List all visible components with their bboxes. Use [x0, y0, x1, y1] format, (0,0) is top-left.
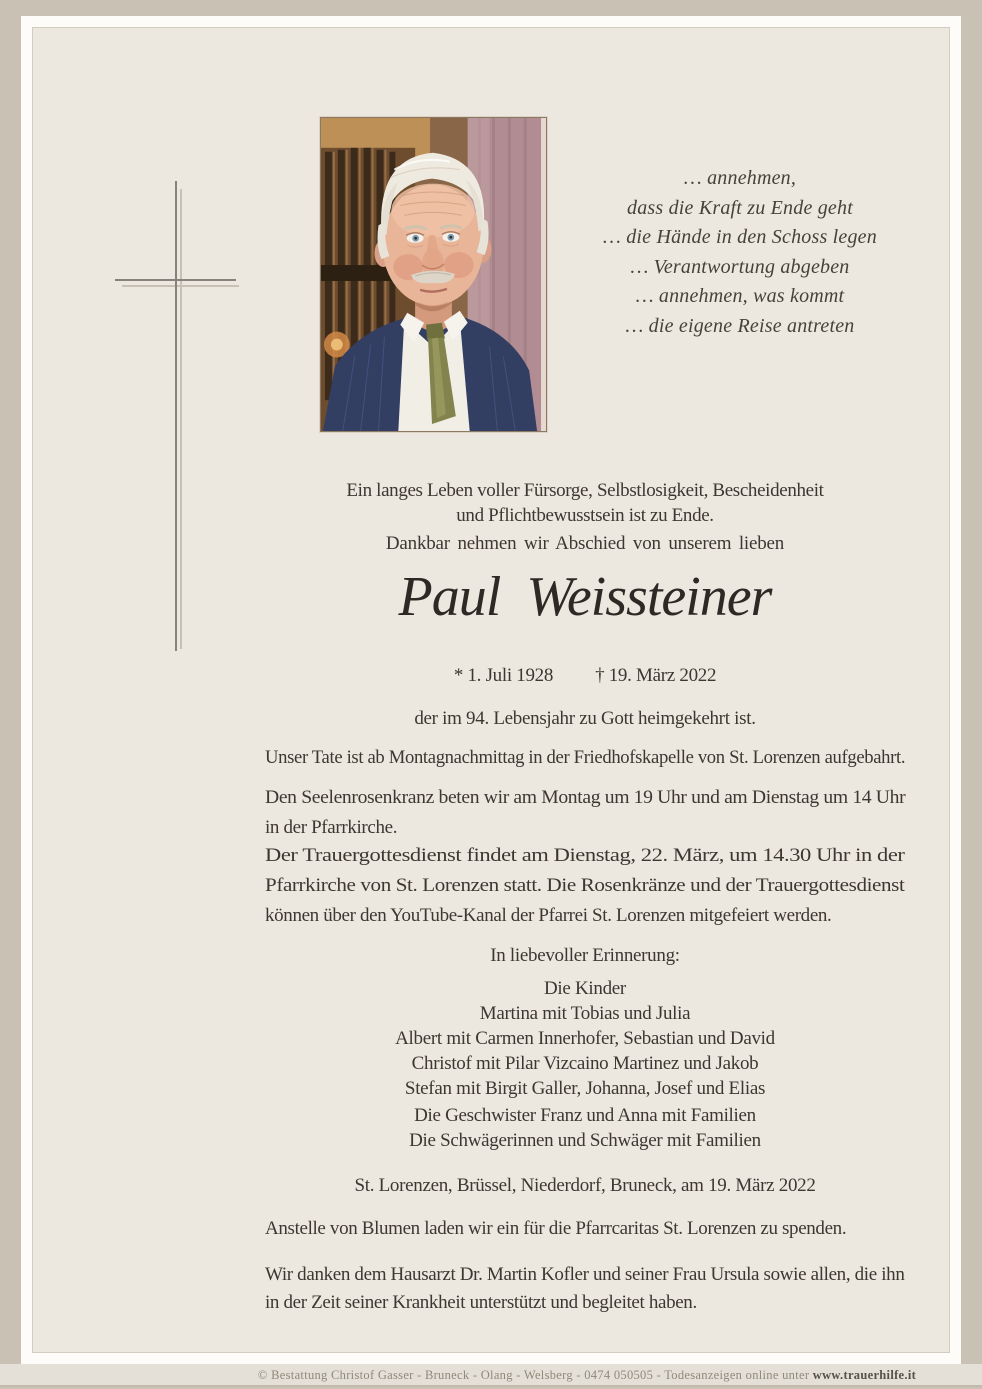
- verse-line: … annehmen, was kommt: [635, 285, 845, 307]
- announcement-line: in der Pfarrkirche.: [265, 817, 398, 838]
- thanks-note: [265, 1261, 905, 1317]
- mourners-children: [265, 976, 905, 1101]
- deceased-name-text: [399, 566, 772, 628]
- verse-line: … die Hände in den Schoss legen: [603, 226, 877, 248]
- life-dates-text: [454, 663, 716, 688]
- mourner-line: Die Geschwister Franz und Anna mit Familien: [414, 1105, 756, 1126]
- remembrance-title: [265, 943, 905, 968]
- mourner-line: Albert mit Carmen Innerhofer, Sebastian und David: [395, 1028, 775, 1049]
- mourner-line: Christof mit Pilar Vizcaino Martinez und Jakob: [411, 1053, 759, 1074]
- age-line: [265, 706, 905, 731]
- announcement-rosary: [265, 783, 905, 843]
- mourner-line: Stefan mit Birgit Galler, Johanna, Josef und Elias: [404, 1078, 766, 1099]
- cross-vertical-line: [175, 181, 177, 651]
- intro-paragraph: [265, 478, 905, 528]
- birth-date: * 1. Juli 1928: [453, 665, 554, 686]
- age-line-text: der im 94. Lebensjahr zu Gott heimgekehrt ist.: [414, 708, 756, 729]
- verse-line: … Verantwortung abgeben: [630, 255, 850, 278]
- announcement-line: Der Trauergottesdienst findet am Dienstag, 22. März, um 14.30 Uhr in der: [265, 845, 905, 866]
- closing-line: in der Zeit seiner Krankheit unterstützt und begleitet haben.: [265, 1292, 697, 1313]
- first-name: Paul: [398, 566, 501, 628]
- mourner-line: Die Kinder: [544, 978, 626, 999]
- announcement-funeral-service: [265, 841, 905, 931]
- verse-line: … die eigene Reise antreten: [625, 314, 855, 337]
- mourner-line: Martina mit Tobias und Julia: [479, 1003, 691, 1024]
- life-dates: [265, 663, 905, 688]
- cross-vertical-shadow: [180, 189, 182, 649]
- footer-credit: [192, 1368, 982, 1383]
- farewell-line: [265, 531, 905, 556]
- intro-line: und Pflichtbewusstsein ist zu Ende.: [456, 505, 714, 526]
- cross-horizontal-line: [115, 279, 236, 281]
- footer-credit-text: © Bestattung Christof Gasser - Bruneck - Olang - Welsberg - 0474 050505 - Todesanzeigen online unter: [257, 1368, 810, 1382]
- verse-line: … annehmen,: [683, 167, 797, 189]
- announcement-line: Pfarrkirche von St. Lorenzen statt. Die Rosenkränze und der Trauergottesdienst: [265, 875, 905, 896]
- closing-line: Anstelle von Blumen laden wir ein für die Pfarrcaritas St. Lorenzen zu spenden.: [265, 1218, 847, 1239]
- remembrance-title-text: In liebevoller Erinnerung:: [490, 945, 680, 966]
- cross-horizontal-shadow: [122, 285, 239, 287]
- intro-line: Ein langes Leben voller Fürsorge, Selbstlosigkeit, Bescheidenheit: [346, 480, 824, 501]
- last-name: Weissteiner: [526, 566, 772, 628]
- mourner-line: Die Schwägerinnen und Schwäger mit Familien: [409, 1130, 761, 1151]
- place-date-text: St. Lorenzen, Brüssel, Niederdorf, Bruneck, am 19. März 2022: [354, 1175, 816, 1196]
- announcement-laying-out: [265, 743, 905, 773]
- place-date-line: [265, 1173, 905, 1198]
- portrait-photo: [320, 117, 547, 432]
- farewell-text: Dankbar nehmen wir Abschied von unserem lieben: [385, 533, 785, 554]
- opening-verse: [550, 164, 930, 341]
- mourners-siblings: [265, 1103, 905, 1153]
- footer-band: [0, 1364, 982, 1387]
- announcement-line: Unser Tate ist ab Montagnachmittag in der Friedhofskapelle von St. Lorenzen aufgebahrt.: [265, 747, 906, 768]
- footer-website-url: www.trauerhilfe.it: [812, 1368, 917, 1382]
- announcement-line: können über den YouTube-Kanal der Pfarrei St. Lorenzen mitgefeiert werden.: [265, 905, 832, 926]
- donation-note: [265, 1215, 905, 1243]
- announcement-line: Den Seelenrosenkranz beten wir am Montag um 19 Uhr und am Dienstag um 14 Uhr: [265, 787, 906, 808]
- closing-line: Wir danken dem Hausarzt Dr. Martin Kofler und seiner Frau Ursula sowie allen, die ihn: [265, 1264, 905, 1285]
- deceased-name: [265, 566, 905, 628]
- verse-line: dass die Kraft zu Ende geht: [627, 196, 853, 219]
- death-date: † 19. März 2022: [595, 665, 717, 686]
